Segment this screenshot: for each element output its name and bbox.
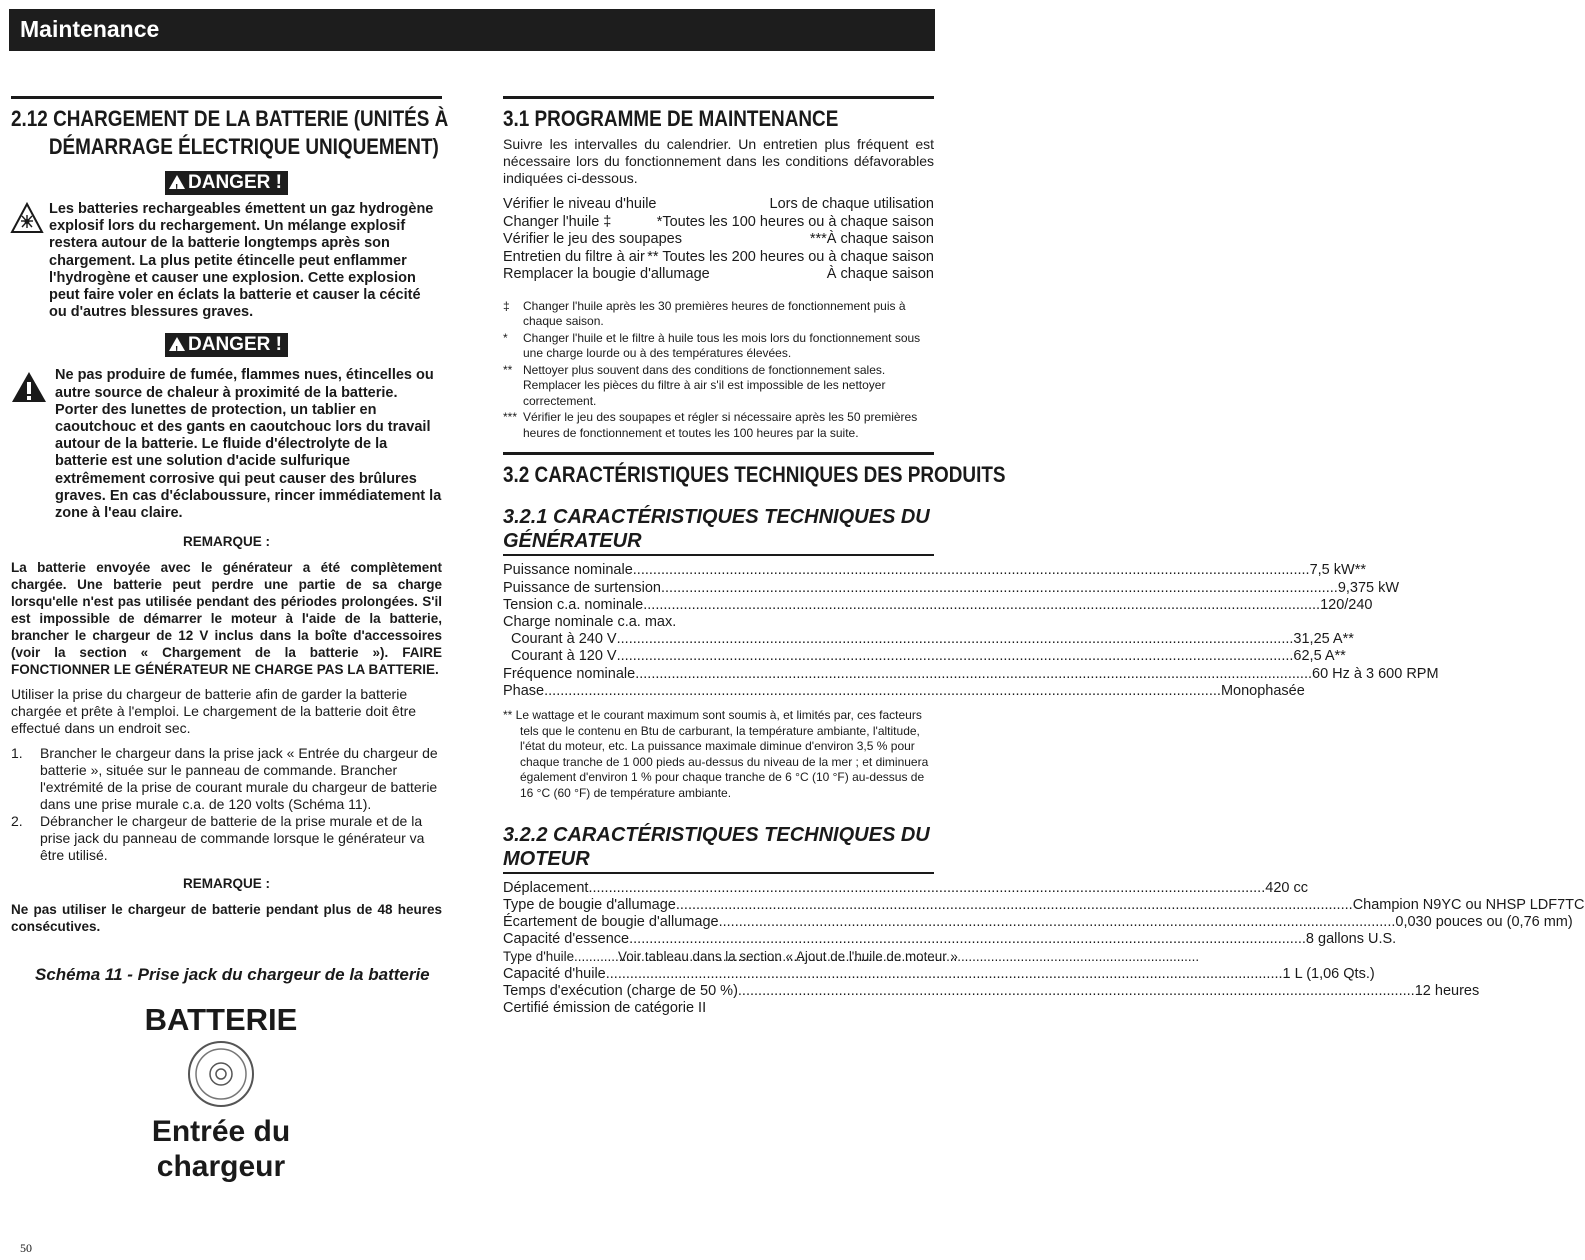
spec-row: Puissance nominale ..... 7,5 kW** — [503, 562, 934, 579]
figure-label-bottom-1: Entrée du — [151, 1115, 291, 1149]
section-3-2-1-title: 3.2.1 CARACTÉRISTIQUES TECHNIQUES DU GÉNÉRATEUR — [503, 505, 934, 556]
generator-note: ** Le wattage et le courant maximum sont soumis à, et limités par, ces facteurs tels que le contenu en Btu de carburant, la température ambiante, l'altitude, l'état du moteur, etc. La puissance maximale diminue d'environ 3,5 % pour chaque tranche de 1 000 pieds au-dessus du niveau de la mer ; et diminuera également d'environ 1 % pour chaque tranche de 6 °C (10 °F) au-dessus de 16 °C (60 °F) de température ambiante. — [503, 708, 929, 801]
spec-row: Capacité d'huile ..... 1 L (1,06 Qts.) — [503, 966, 934, 983]
schedule-row: Entretien du filtre à air ** Toutes les 200 heures ou à chaque saison — [503, 248, 934, 265]
left-column — [11, 96, 449, 1184]
danger-1-text: Les batteries rechargeables émettent un gaz hydrogène explosif lors du rechargement. Un mélange explosif restera autour de la batterie longtemps après son chargement. La plus petite étincelle peut enflammer l'hydrogène et causer une explosion. Cette explosion peut faire voler en éclats la batterie et causer la cécité ou d'autres blessures graves. — [49, 201, 434, 321]
spec-row: Type d'huile ..... Voir tableau dans la section « Ajout de l'huile de moteur » — [503, 948, 934, 965]
section-3-2-2-title: 3.2.2 CARACTÉRISTIQUES TECHNIQUES DU MOTEUR — [503, 823, 934, 874]
warning-triangle-icon: ! — [169, 175, 185, 189]
danger-2-block — [11, 367, 442, 522]
spec-row: Phase ..... Monophasée — [503, 683, 934, 700]
danger-2-text: Ne pas produire de fumée, flammes nues, étincelles ou autre source de chaleur à proximité de la batterie. Porter des lunettes de protection, un tablier en caoutchouc et des gants en caoutchouc lors du travail autour de la batterie. Le fluide d'électrolyte de la batterie est une solution d'acide sulfurique extrêmement corrosive qui peut causer des brûlures graves. En cas d'éclaboussure, rincer immédiatement la zone à l'eau claire. — [55, 367, 442, 522]
spec-row: Écartement de bougie d'allumage ..... 0,030 pouces ou (0,76 mm) — [503, 914, 934, 931]
schedule-row: Vérifier le niveau d'huile Lors de chaque utilisation — [503, 196, 934, 212]
page-number: 50 — [20, 1241, 32, 1255]
spec-row: Tension c.a. nominale ..... 120/240 — [503, 597, 934, 614]
spec-row: Charge nominale c.a. max. — [503, 614, 677, 631]
spec-row: Certifié émission de catégorie II — [503, 1000, 707, 1017]
header-title: Maintenance — [20, 16, 160, 42]
right-column — [503, 96, 1585, 1017]
steps-list — [11, 745, 442, 864]
battery-intro-text: Utiliser la prise du chargeur de batterie afin de garder la batterie chargée et prête à l'emploi. Le chargement de la batterie doit être effectué dans un endroit sec. — [11, 686, 417, 737]
figure-11 — [11, 1003, 431, 1184]
danger-label: DANGER ! — [188, 172, 282, 193]
section-3-1-intro: Suivre les intervalles du calendrier. Un entretien plus fréquent est nécessaire lors du fonctionnement dans les conditions défavorables indiquées ci-dessous. — [503, 136, 934, 186]
spec-row: Fréquence nominale ..... 60 Hz à 3 600 RPM — [503, 666, 934, 683]
explosion-icon — [11, 203, 43, 233]
list-item: 2. Débrancher le chargeur de batterie de la prise murale et de la prise jack du panneau de commande lorsque le générateur va être utilisé. — [11, 813, 425, 864]
section-2-12-header — [11, 96, 449, 161]
exclamation-warning-icon — [11, 371, 47, 403]
figure-label-bottom-2: chargeur — [156, 1150, 286, 1184]
footnote: ** Nettoyer plus souvent dans des conditions de fonctionnement sales. Remplacer les pièces du filtre à air s'il est impossible de les nettoyer correctement. — [503, 362, 886, 408]
section-2-12-title-line2: DÉMARRAGE ÉLECTRIQUE UNIQUEMENT) — [48, 134, 439, 159]
engine-specs — [503, 879, 1585, 1018]
schedule-footnotes — [503, 299, 934, 442]
footnote: *** Vérifier le jeu des soupapes et régler si nécessaire après les 50 premières heures de fonctionnement et toutes les 100 heures par la suite. — [503, 410, 918, 440]
list-item: 1. Brancher le chargeur dans la prise jack « Entrée du chargeur de batterie », située sur le panneau de commande. Brancher l'extrémité de la prise de courant murale du chargeur de batterie dans une prise murale c.a. de 120 volts (Schéma 11). — [11, 745, 438, 813]
danger-1-block — [11, 201, 442, 321]
spec-row: Temps d'exécution (charge de 50 %) ..... 12 heures — [503, 983, 934, 1000]
spec-row: Courant à 120 V ..... 62,5 A** — [503, 648, 934, 665]
footnote: * Changer l'huile et le filtre à huile tous les mois lors du fonctionnement sous une charge lourde ou à des températures élevées. — [503, 330, 921, 361]
spec-row: Courant à 240 V ..... 31,25 A** — [503, 631, 934, 648]
footnote: ‡ Changer l'huile après les 30 premières heures de fonctionnement puis à chaque saison. — [503, 298, 906, 329]
section-3-1-title: 3.1 PROGRAMME DE MAINTENANCE — [503, 106, 839, 131]
charger-jack-icon — [186, 1039, 256, 1109]
section-3-2-title: 3.2 CARACTÉRISTIQUES TECHNIQUES DES PRODUITS — [503, 462, 1006, 488]
warning-triangle-icon: ! — [169, 337, 185, 351]
remarque-2-text: Ne pas utiliser le chargeur de batterie pendant plus de 48 heures consécutives. — [11, 902, 442, 935]
header-bar — [9, 9, 935, 51]
section-3-2-header — [503, 452, 1006, 489]
spec-row: Capacité d'essence ..... 8 gallons U.S. — [503, 931, 934, 948]
figure-label-top: BATTERIE — [144, 1002, 298, 1038]
schedule-row: Vérifier le jeu des soupapes ***À chaque saison — [503, 231, 934, 248]
remarque-heading-1: REMARQUE : — [183, 534, 270, 550]
schedule-row: Changer l'huile ‡ *Toutes les 100 heures ou à chaque saison — [503, 213, 934, 230]
figure-caption: Schéma 11 - Prise jack du chargeur de la batterie — [35, 965, 430, 985]
schedule-row: Remplacer la bougie d'allumage À chaque saison — [503, 266, 934, 283]
danger-banner-1 — [11, 171, 442, 195]
remarque-1-text: La batterie envoyée avec le générateur a été complètement chargée. Une batterie peut perdre une partie de sa charge lorsqu'elle n'est pas utilisée pendant des périodes prolongées. S'il est impossible de démarrer le moteur à l'aide de la batterie, brancher le chargeur de 12 V inclus dans la boîte d'accessoires (voir la section « Chargement de la batterie »). FAIRE FONCTIONNER LE GÉNÉRATEUR NE CHARGE PAS LA BATTERIE. — [11, 560, 442, 678]
remarque-heading-2: REMARQUE : — [183, 876, 270, 892]
spec-row: Déplacement ..... 420 cc — [503, 880, 934, 897]
generator-specs — [503, 562, 1439, 700]
spec-row: Puissance de surtension ..... 9,375 kW — [503, 580, 934, 597]
danger-banner-2 — [11, 333, 442, 357]
section-2-12-title-line1: 2.12 CHARGEMENT DE LA BATTERIE (UNITÉS À — [11, 106, 449, 131]
section-3-1-header — [503, 96, 934, 133]
maintenance-schedule — [503, 196, 934, 284]
spec-row: Type de bougie d'allumage ..... Champion N9YC ou NHSP LDF7TC — [503, 897, 934, 914]
danger-label: DANGER ! — [188, 334, 282, 356]
